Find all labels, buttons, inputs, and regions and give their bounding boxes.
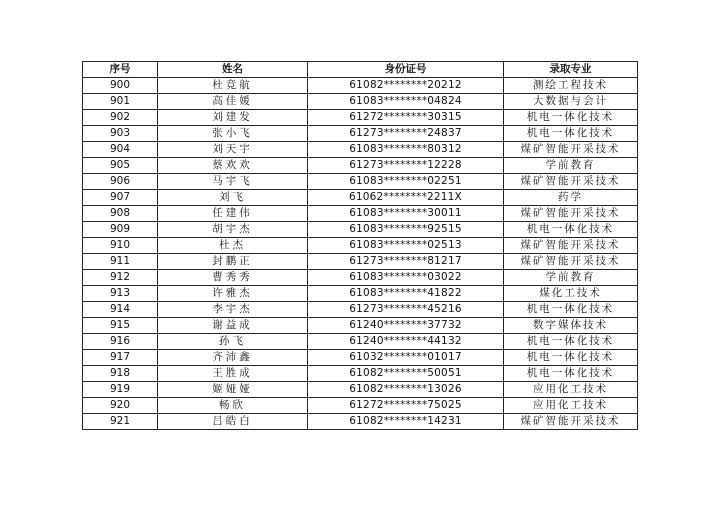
cell-id-number: 61273********81217 bbox=[308, 254, 504, 270]
cell-major: 煤化工技术 bbox=[504, 286, 638, 302]
cell-serial: 913 bbox=[83, 286, 158, 302]
cell-name: 任建伟 bbox=[158, 206, 308, 222]
table-row bbox=[83, 78, 638, 94]
cell-name: 吕皓白 bbox=[158, 414, 308, 430]
cell-id-number: 61082********14231 bbox=[308, 414, 504, 430]
header-id-number: 身份证号 bbox=[308, 62, 504, 78]
table-body bbox=[83, 78, 638, 430]
cell-major: 机电一体化技术 bbox=[504, 126, 638, 142]
cell-major: 机电一体化技术 bbox=[504, 302, 638, 318]
cell-id-number: 61272********30315 bbox=[308, 110, 504, 126]
cell-id-number: 61032********01017 bbox=[308, 350, 504, 366]
table-row bbox=[83, 190, 638, 206]
cell-major: 机电一体化技术 bbox=[504, 334, 638, 350]
cell-id-number: 61272********75025 bbox=[308, 398, 504, 414]
header-major: 录取专业 bbox=[504, 62, 638, 78]
table-row bbox=[83, 302, 638, 318]
cell-serial: 902 bbox=[83, 110, 158, 126]
cell-major: 煤矿智能开采技术 bbox=[504, 254, 638, 270]
cell-serial: 906 bbox=[83, 174, 158, 190]
cell-id-number: 61273********12228 bbox=[308, 158, 504, 174]
cell-name: 孙飞 bbox=[158, 334, 308, 350]
table-row bbox=[83, 270, 638, 286]
cell-serial: 907 bbox=[83, 190, 158, 206]
cell-major: 煤矿智能开采技术 bbox=[504, 238, 638, 254]
table-row bbox=[83, 318, 638, 334]
cell-major: 煤矿智能开采技术 bbox=[504, 206, 638, 222]
cell-name: 许雅杰 bbox=[158, 286, 308, 302]
cell-major: 数字媒体技术 bbox=[504, 318, 638, 334]
cell-major: 煤矿智能开采技术 bbox=[504, 174, 638, 190]
cell-name: 王胜成 bbox=[158, 366, 308, 382]
cell-name: 蔡欢欢 bbox=[158, 158, 308, 174]
cell-serial: 915 bbox=[83, 318, 158, 334]
table-row bbox=[83, 222, 638, 238]
cell-name: 刘天宇 bbox=[158, 142, 308, 158]
cell-id-number: 61273********45216 bbox=[308, 302, 504, 318]
cell-serial: 908 bbox=[83, 206, 158, 222]
cell-major: 机电一体化技术 bbox=[504, 350, 638, 366]
cell-id-number: 61240********37732 bbox=[308, 318, 504, 334]
cell-id-number: 61082********20212 bbox=[308, 78, 504, 94]
cell-serial: 911 bbox=[83, 254, 158, 270]
cell-serial: 914 bbox=[83, 302, 158, 318]
cell-major: 机电一体化技术 bbox=[504, 366, 638, 382]
cell-id-number: 61083********02251 bbox=[308, 174, 504, 190]
cell-name: 封鹏正 bbox=[158, 254, 308, 270]
cell-serial: 905 bbox=[83, 158, 158, 174]
cell-id-number: 61083********02513 bbox=[308, 238, 504, 254]
cell-name: 畅欣 bbox=[158, 398, 308, 414]
cell-major: 机电一体化技术 bbox=[504, 222, 638, 238]
admission-table bbox=[82, 61, 638, 430]
table-row bbox=[83, 158, 638, 174]
cell-id-number: 61062********2211X bbox=[308, 190, 504, 206]
cell-major: 药学 bbox=[504, 190, 638, 206]
cell-name: 姬娅娅 bbox=[158, 382, 308, 398]
cell-name: 曹秀秀 bbox=[158, 270, 308, 286]
table-row bbox=[83, 398, 638, 414]
cell-id-number: 61083********92515 bbox=[308, 222, 504, 238]
cell-id-number: 61083********80312 bbox=[308, 142, 504, 158]
table-row bbox=[83, 206, 638, 222]
cell-id-number: 61083********41822 bbox=[308, 286, 504, 302]
cell-id-number: 61083********04824 bbox=[308, 94, 504, 110]
cell-major: 学前教育 bbox=[504, 270, 638, 286]
cell-major: 煤矿智能开采技术 bbox=[504, 142, 638, 158]
cell-name: 刘建发 bbox=[158, 110, 308, 126]
cell-serial: 912 bbox=[83, 270, 158, 286]
header-serial: 序号 bbox=[83, 62, 158, 78]
table-row bbox=[83, 286, 638, 302]
cell-serial: 918 bbox=[83, 366, 158, 382]
cell-major: 应用化工技术 bbox=[504, 398, 638, 414]
cell-id-number: 61273********24837 bbox=[308, 126, 504, 142]
table-row bbox=[83, 126, 638, 142]
table-row bbox=[83, 414, 638, 430]
cell-serial: 920 bbox=[83, 398, 158, 414]
cell-major: 学前教育 bbox=[504, 158, 638, 174]
cell-serial: 921 bbox=[83, 414, 158, 430]
cell-major: 应用化工技术 bbox=[504, 382, 638, 398]
table-row bbox=[83, 238, 638, 254]
table-row bbox=[83, 94, 638, 110]
cell-id-number: 61082********50051 bbox=[308, 366, 504, 382]
table-row bbox=[83, 110, 638, 126]
cell-major: 煤矿智能开采技术 bbox=[504, 414, 638, 430]
cell-serial: 900 bbox=[83, 78, 158, 94]
table-row bbox=[83, 366, 638, 382]
table-row bbox=[83, 174, 638, 190]
cell-name: 马宇飞 bbox=[158, 174, 308, 190]
table-row bbox=[83, 254, 638, 270]
cell-name: 杜竞航 bbox=[158, 78, 308, 94]
cell-serial: 904 bbox=[83, 142, 158, 158]
table-row bbox=[83, 382, 638, 398]
cell-name: 谢益成 bbox=[158, 318, 308, 334]
cell-serial: 917 bbox=[83, 350, 158, 366]
cell-name: 高佳媛 bbox=[158, 94, 308, 110]
cell-name: 李宇杰 bbox=[158, 302, 308, 318]
cell-id-number: 61083********30011 bbox=[308, 206, 504, 222]
cell-serial: 910 bbox=[83, 238, 158, 254]
table-row bbox=[83, 142, 638, 158]
cell-name: 刘飞 bbox=[158, 190, 308, 206]
cell-major: 机电一体化技术 bbox=[504, 110, 638, 126]
cell-serial: 916 bbox=[83, 334, 158, 350]
table-row bbox=[83, 334, 638, 350]
cell-serial: 919 bbox=[83, 382, 158, 398]
cell-major: 大数据与会计 bbox=[504, 94, 638, 110]
cell-id-number: 61082********13026 bbox=[308, 382, 504, 398]
cell-id-number: 61083********03022 bbox=[308, 270, 504, 286]
cell-name: 杜杰 bbox=[158, 238, 308, 254]
cell-serial: 909 bbox=[83, 222, 158, 238]
header-name: 姓名 bbox=[158, 62, 308, 78]
table-header-row bbox=[83, 62, 638, 78]
cell-name: 齐沛鑫 bbox=[158, 350, 308, 366]
cell-name: 胡宇杰 bbox=[158, 222, 308, 238]
cell-id-number: 61240********44132 bbox=[308, 334, 504, 350]
cell-name: 张小飞 bbox=[158, 126, 308, 142]
cell-serial: 903 bbox=[83, 126, 158, 142]
cell-major: 测绘工程技术 bbox=[504, 78, 638, 94]
table-row bbox=[83, 350, 638, 366]
cell-serial: 901 bbox=[83, 94, 158, 110]
